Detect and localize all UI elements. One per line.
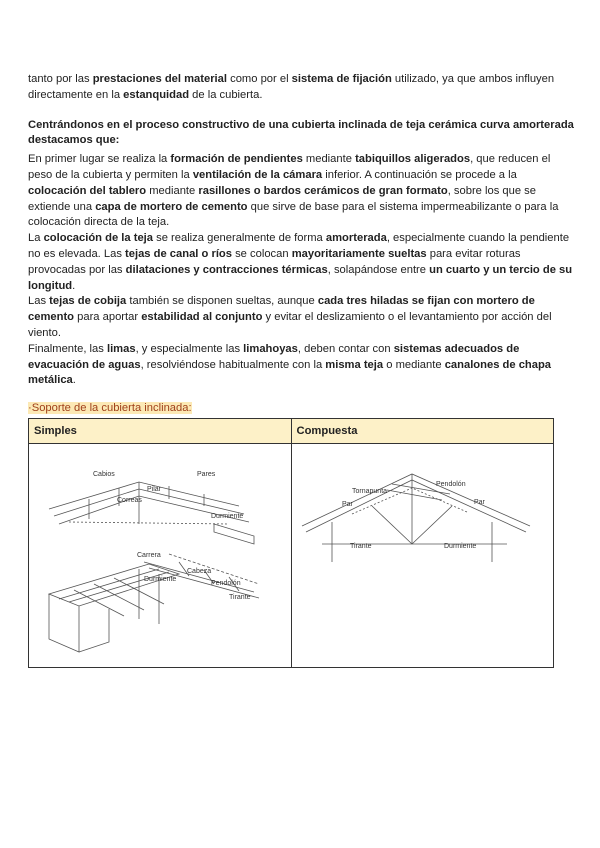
- label-correas: Correas: [117, 497, 142, 505]
- support-section-label: ·Soporte de la cubierta inclinada:: [28, 402, 192, 415]
- simple-roof-diagram: [29, 444, 277, 662]
- cell-simple-diagram: [29, 444, 292, 668]
- label-pendolon-comp: Pendolón: [435, 481, 466, 489]
- document-page: [28, 72, 574, 668]
- section-heading: Centrándonos en el proceso constructivo de una cubierta inclinada de teja cerámica curva amorterada destacamos que:: [28, 118, 574, 147]
- label-cabios: Cabios: [93, 471, 115, 479]
- column-header-simples: Simples: [29, 419, 292, 444]
- label-tirante: Tirante: [229, 594, 251, 602]
- label-durmiente: Durmiente: [211, 513, 244, 521]
- label-tornapunta: Tornapunta: [351, 488, 387, 496]
- label-pendolon: Pendolón: [211, 580, 241, 588]
- paragraph-cobija: Las tejas de cobija también se disponen sueltas, aunque cada tres hiladas se fijan con mortero de cemento para aportar estabilidad al conjunto y evitar el deslizamiento o el levantamiento por acción del viento.: [28, 295, 552, 339]
- paragraph-pendientes: En primer lugar se realiza la formación de pendientes mediante tabiquillos aligerados, que reducen el peso de la cubierta y permiten la ventilación de la cámara inferior. A continuación se procede a la colocación del tablero mediante rasillones o bardos cerámicos de gran formato, sobre los que se extiende una capa de mortero de cemento que sirve de base para el sistema impermeabilizante o para la colocación directa de la teja.: [28, 153, 559, 229]
- label-durmiente-comp: Durmiente: [443, 543, 476, 551]
- label-cabeza: Cabeza: [187, 568, 212, 576]
- paragraph-teja: La colocación de la teja se realiza generalmente de forma amorterada, especialmente cuando la pendiente no es elevada. Las tejas de canal o ríos se colocan mayoritariamente sueltas para evitar roturas provocadas por las dilataciones y contracciones térmicas, solapándose entre un cuarto y un tercio de su longitud.: [28, 232, 573, 292]
- label-par-right: Par: [473, 499, 485, 507]
- compound-roof-diagram: [292, 444, 540, 662]
- label-durmiente-2: Durmiente: [144, 576, 177, 584]
- label-pares: Pares: [197, 471, 216, 479]
- label-pilar: Pilar: [147, 486, 162, 494]
- label-carrera: Carrera: [137, 552, 161, 560]
- paragraph-intro: tanto por las prestaciones del material como por el sistema de fijación utilizado, ya que ambos influyen directamente en la estanquidad de la cubierta.: [28, 73, 555, 101]
- column-header-compuesta: Compuesta: [291, 419, 554, 444]
- support-table: [28, 418, 554, 668]
- label-par-left: Par: [341, 501, 353, 509]
- paragraph-limas: Finalmente, las limas, y especialmente las limahoyas, deben contar con sistemas adecuados de evacuación de aguas, resolviéndose habitualmente con la misma teja o mediante canalones de chapa metálica.: [28, 342, 552, 387]
- cell-compound-diagram: [291, 444, 554, 668]
- label-tirante-comp: Tirante: [349, 543, 372, 551]
